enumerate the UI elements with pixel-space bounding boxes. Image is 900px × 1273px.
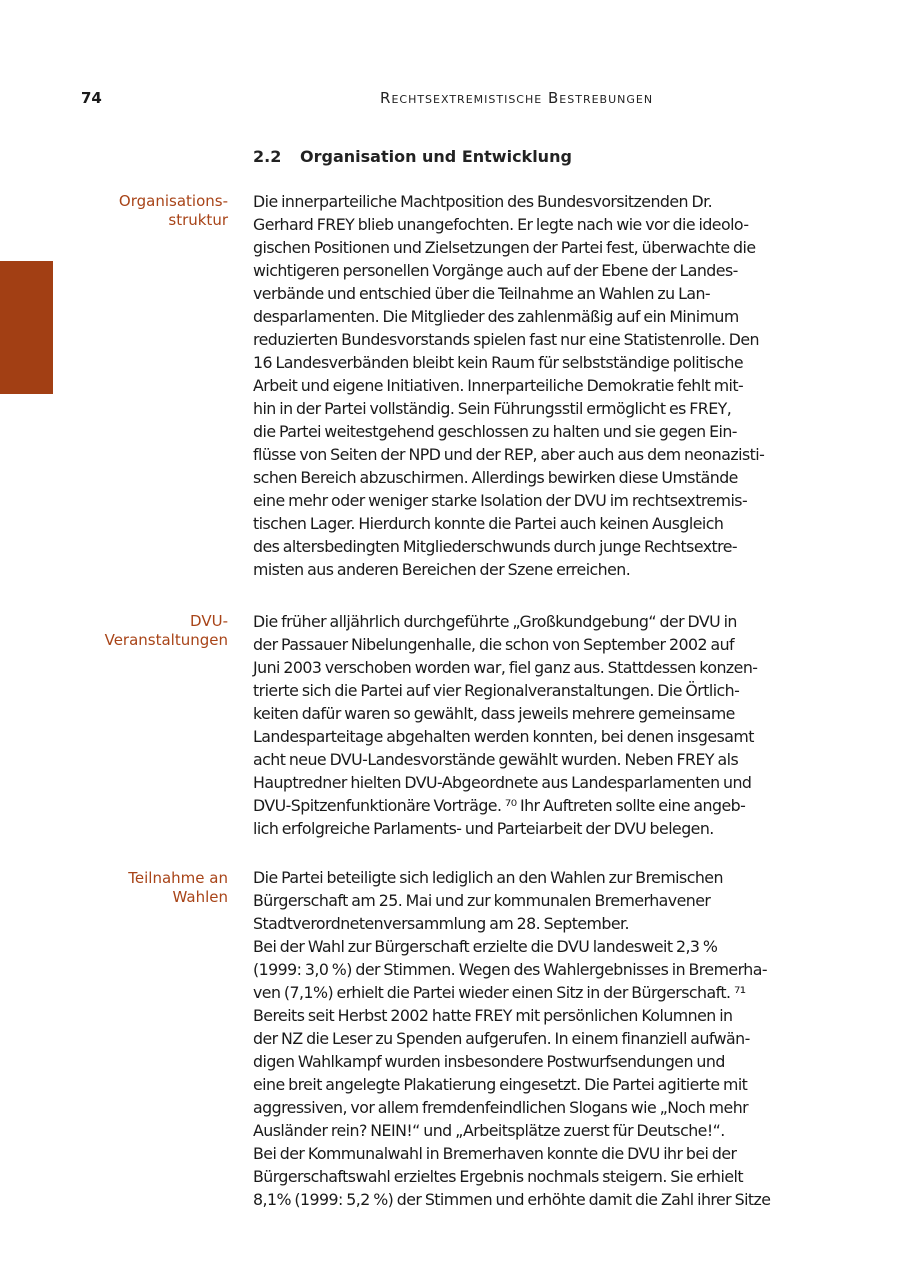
text-line: gischen Positionen und Zielsetzungen der Partei fest, überwachte die [253, 238, 756, 257]
text-line: flüsse von Seiten der NPD und der REP, aber auch aus dem neonazisti- [253, 445, 765, 464]
text-line: Die innerparteiliche Machtposition des Bundesvorsitzenden Dr. [253, 192, 713, 211]
text-line: reduzierten Bundesvorstands spielen fast nur eine Statistenrolle. Den [253, 330, 760, 349]
text-line: Stadtverordnetenversammlung am 28. September. [253, 914, 629, 933]
text-line: tischen Lager. Hierdurch konnte die Partei auch keinen Ausgleich [253, 514, 724, 533]
text-line: digen Wahlkampf wurden insbesondere Postwurfsendungen und [253, 1052, 725, 1071]
chapter-side-tab [0, 261, 53, 394]
text-line: Die Partei beteiligte sich lediglich an den Wahlen zur Bremischen [253, 868, 723, 887]
running-header [380, 88, 653, 110]
text-line: desparlamenten. Die Mitglieder des zahlenmäßig auf ein Minimum [253, 307, 739, 326]
text-line: misten aus anderen Bereichen der Szene erreichen. [253, 560, 631, 579]
paragraph-dvu-veranstaltungen [253, 610, 833, 840]
section-number: 2.2 [253, 147, 282, 166]
side-label-organisationsstruktur: Organisations- struktur [118, 192, 228, 229]
running-header-word-1: RECHTSEXTREMISTISCHE [380, 89, 543, 107]
section-title: Organisation und Entwicklung [300, 147, 572, 166]
side-label-dvu-veranstaltungen: DVU- Veranstaltungen [104, 612, 228, 649]
text-line: Die früher alljährlich durchgeführte „Großkundgebung“ der DVU in [253, 612, 737, 631]
paragraph-teilnahme-an-wahlen [253, 866, 833, 1211]
text-line: 16 Landesverbänden bleibt kein Raum für selbstständige politische [253, 353, 744, 372]
text-line: acht neue DVU-Landesvorstände gewählt wurden. Neben FREY als [253, 750, 739, 769]
section-heading [253, 146, 572, 168]
text-line: des altersbedingten Mitgliederschwunds durch junge Rechtsextre- [253, 537, 738, 556]
text-line: hin in der Partei vollständig. Sein Führungsstil ermöglicht es FREY, [253, 399, 732, 418]
text-line: Bürgerschaft am 25. Mai und zur kommunalen Bremerhavener [253, 891, 711, 910]
text-line: Ausländer rein? NEIN!“ und „Arbeitsplätze zuerst für Deutsche!“. [253, 1121, 725, 1140]
text-line: (1999: 3,0 %) der Stimmen. Wegen des Wahlergebnisses in Bremerha- [253, 960, 767, 979]
page-number: 74 [81, 89, 102, 107]
text-line: eine mehr oder weniger starke Isolation der DVU im rechtsextremis- [253, 491, 748, 510]
text-line: Bürgerschaftswahl erzieltes Ergebnis nochmals steigern. Sie erhielt [253, 1167, 744, 1186]
text-line: die Partei weitestgehend geschlossen zu halten und sie gegen Ein- [253, 422, 737, 441]
text-line: 8,1% (1999: 5,2 %) der Stimmen und erhöhte damit die Zahl ihrer Sitze [253, 1190, 771, 1209]
text-line: Bereits seit Herbst 2002 hatte FREY mit persönlichen Kolumnen in [253, 1006, 733, 1025]
text-line: Bei der Kommunalwahl in Bremerhaven konnte die DVU ihr bei der [253, 1144, 737, 1163]
side-label-teilnahme-an-wahlen: Teilnahme an Wahlen [128, 869, 228, 906]
text-line: Juni 2003 verschoben worden war, fiel ganz aus. Stattdessen konzen- [253, 658, 758, 677]
text-line: der NZ die Leser zu Spenden aufgerufen. In einem finanziell aufwän- [253, 1029, 750, 1048]
text-line: ven (7,1%) erhielt die Partei wieder einen Sitz in der Bürgerschaft. ⁷¹ [253, 983, 746, 1002]
text-line: Landesparteitage abgehalten werden konnten, bei denen insgesamt [253, 727, 754, 746]
text-line: wichtigeren personellen Vorgänge auch auf der Ebene der Landes- [253, 261, 738, 280]
text-line: verbände und entschied über die Teilnahme an Wahlen zu Lan- [253, 284, 711, 303]
text-line: Hauptredner hielten DVU-Abgeordnete aus Landesparlamenten und [253, 773, 752, 792]
paragraph-organisationsstruktur [253, 190, 833, 581]
text-line: Gerhard FREY blieb unangefochten. Er legte nach wie vor die ideolo- [253, 215, 749, 234]
text-line: der Passauer Nibelungenhalle, die schon von September 2002 auf [253, 635, 735, 654]
text-line: Arbeit und eigene Initiativen. Innerparteiliche Demokratie fehlt mit- [253, 376, 744, 395]
text-line: DVU-Spitzenfunktionäre Vorträge. ⁷⁰ Ihr Auftreten sollte eine angeb- [253, 796, 746, 815]
text-line: keiten dafür waren so gewählt, dass jeweils mehrere gemeinsame [253, 704, 735, 723]
text-line: lich erfolgreiche Parlaments- und Parteiarbeit der DVU belegen. [253, 819, 714, 838]
text-line: aggressiven, vor allem fremdenfeindlichen Slogans wie „Noch mehr [253, 1098, 749, 1117]
text-line: schen Bereich abzuschirmen. Allerdings bewirken diese Umstände [253, 468, 738, 487]
text-line: Bei der Wahl zur Bürgerschaft erzielte die DVU landesweit 2,3 % [253, 937, 718, 956]
text-line: eine breit angelegte Plakatierung eingesetzt. Die Partei agitierte mit [253, 1075, 748, 1094]
running-header-word-2: BESTREBUNGEN [548, 89, 654, 107]
text-line: trierte sich die Partei auf vier Regionalveranstaltungen. Die Örtlich- [253, 681, 740, 700]
